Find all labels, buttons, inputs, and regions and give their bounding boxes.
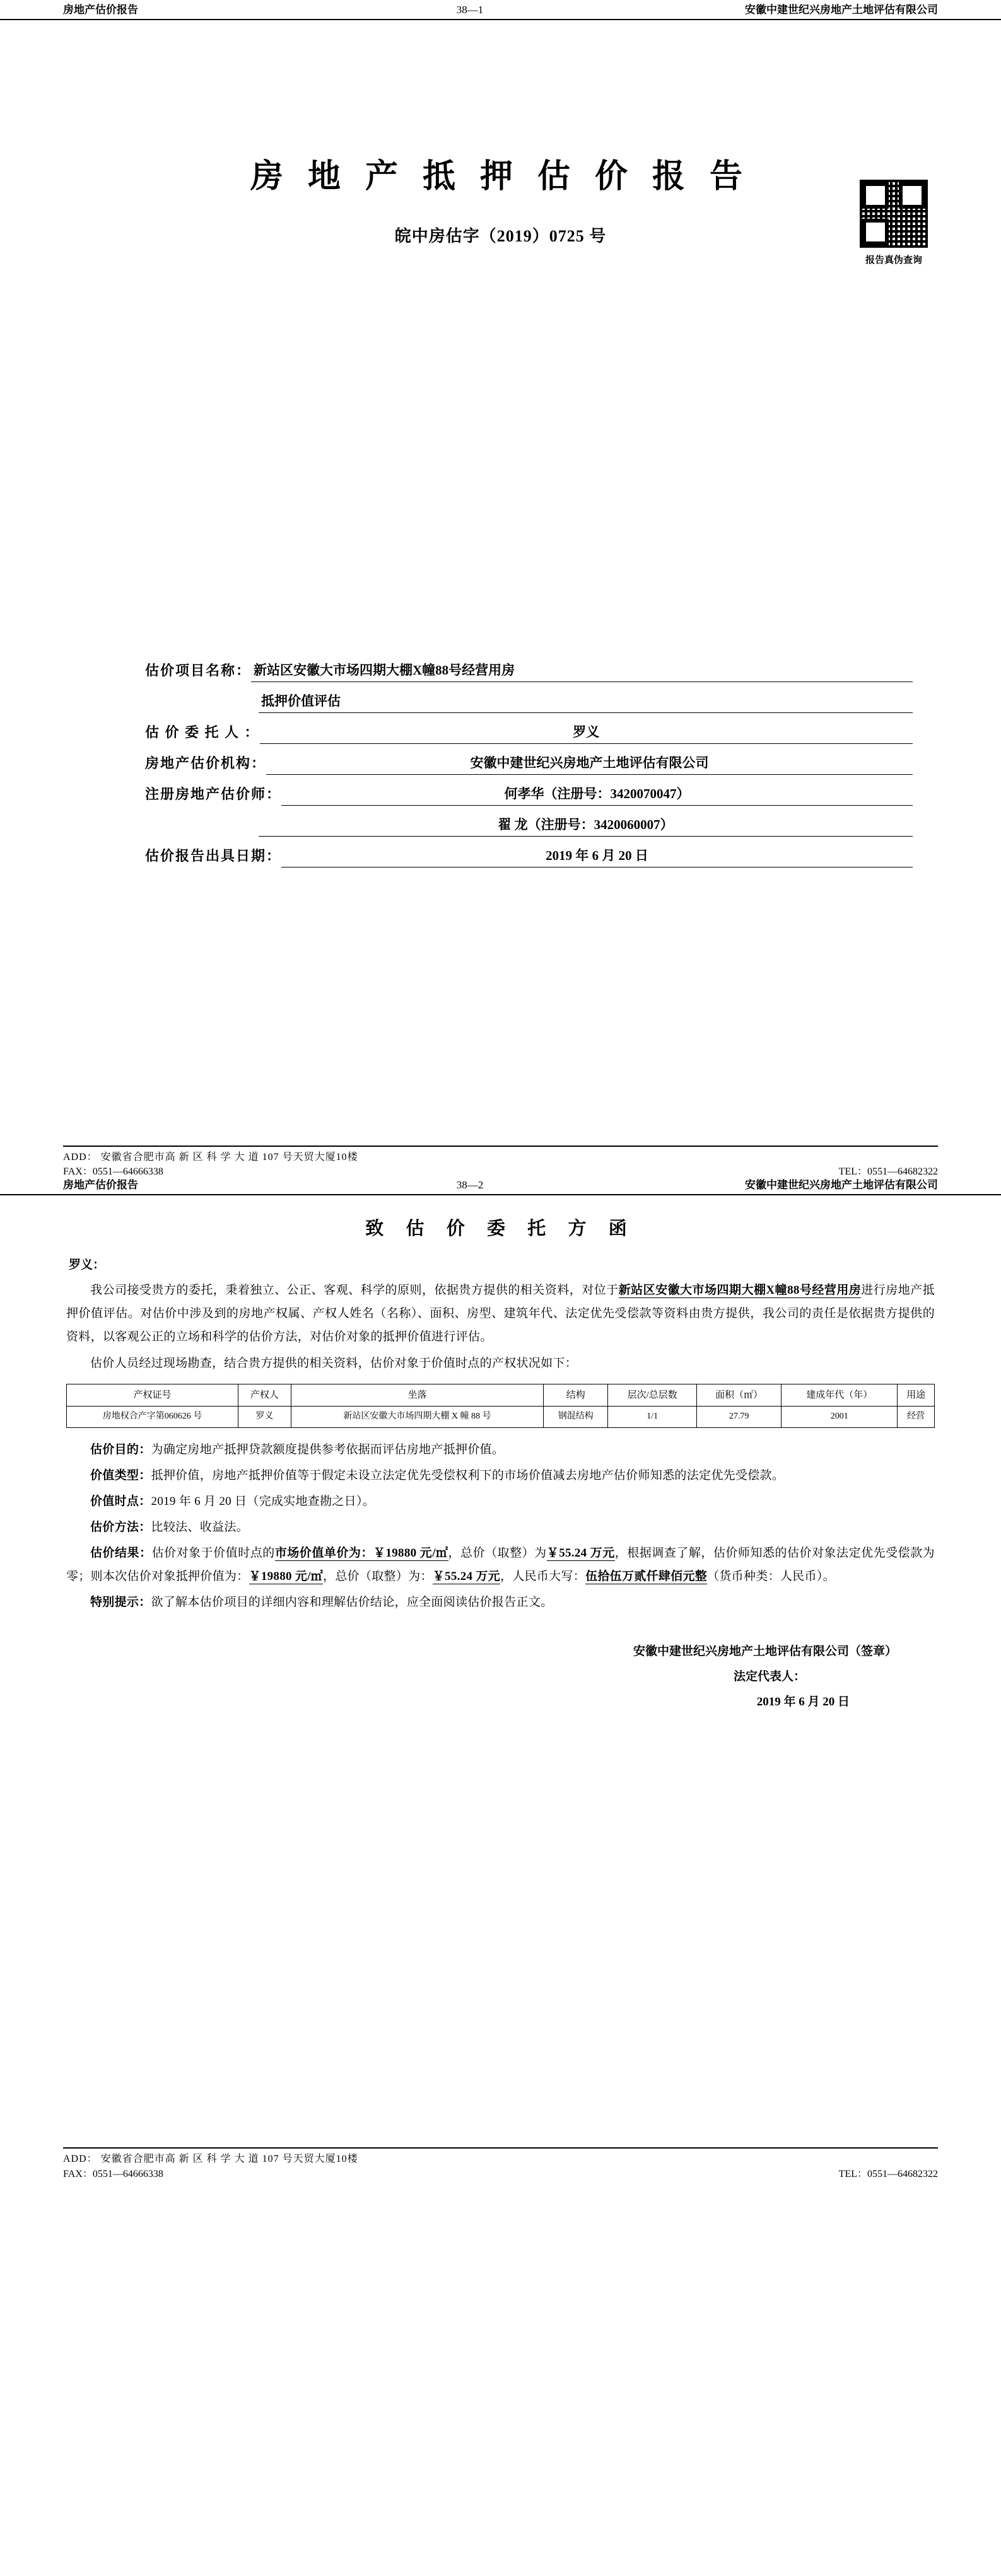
property-table: [66, 1384, 935, 1428]
qr-caption: 报告真伪查询: [865, 255, 922, 265]
item-label: 估价目的：: [90, 1442, 151, 1456]
signature-legal-representative: 法定代表人：: [733, 1669, 805, 1683]
paragraph-1-part-a: 我公司接受贵方的委托，秉着独立、公正、客观、科学的原则，依据贵方提供的相关资料，对位于: [90, 1284, 619, 1297]
cover-field-appraiser-2: [145, 815, 913, 837]
result-text-5: ，人民币大写：: [500, 1569, 586, 1583]
cover-field-value: 翟 龙（注册号：3420060007）: [259, 815, 913, 837]
item-label: 估价方法：: [90, 1520, 151, 1534]
page-title: 房 地 产 抵 押 估 价 报 告: [250, 159, 751, 195]
letter-item-notice: [66, 1591, 935, 1614]
signature-block: [66, 1639, 935, 1715]
footer-fax: FAX：0551—64666338: [63, 1166, 163, 1178]
running-header-page-number: 38—1: [456, 4, 484, 16]
cover-field-value: 新站区安徽大市场四期大棚X幢88号经营用房: [251, 660, 913, 682]
subject-property-highlight: 新站区安徽大市场四期大棚X幢88号经营用房: [618, 1284, 862, 1297]
table-header-cell: 层次/总层数: [608, 1384, 697, 1406]
document-number: 皖中房估字（2019）0725 号: [394, 227, 607, 245]
result-amount-in-words: 伍拾伍万贰仟肆佰元整: [585, 1569, 708, 1583]
item-label: 价值时点：: [90, 1494, 151, 1508]
item-text: 欲了解本估价项目的详细内容和理解估价结论，应全面阅读估价报告正文。: [151, 1595, 553, 1609]
cover-field-label: 注册房地产估价师：: [145, 786, 282, 802]
cover-field-project-name: [145, 660, 913, 682]
running-header-page-number: 38—2: [456, 1179, 484, 1192]
running-footer-page1: [0, 1146, 1001, 1179]
table-header-row: [67, 1384, 935, 1406]
running-header-left: 房地产估价报告: [63, 4, 138, 16]
table-header-cell: 坐落: [291, 1384, 543, 1406]
table-row: [67, 1406, 935, 1427]
running-header-right: 安徽中建世纪兴房地产土地评估有限公司: [744, 4, 938, 16]
table-header-cell: 结构: [544, 1384, 608, 1406]
cover-field-appraiser-1: [145, 784, 913, 806]
cover-field-value: 何孝华（注册号：3420070047）: [281, 784, 913, 806]
table-cell-location: 新站区安徽大市场四期大棚 X 幢 88 号: [291, 1406, 543, 1427]
running-header-left: 房地产估价报告: [63, 1179, 138, 1192]
cover-field-label: 房地产估价机构：: [145, 755, 267, 771]
table-cell-floor: 1/1: [608, 1406, 697, 1427]
letter-paragraph-1: [66, 1279, 935, 1349]
running-footer-page2: [0, 2147, 1001, 2181]
cover-field-value: 抵押价值评估: [259, 691, 913, 713]
qr-verification-block: [853, 180, 935, 266]
paragraph-1-part-b: 进行房地产抵押价值评估。对估价中涉及到的房地产权属、产权人姓名（名称）、面积、房型、建筑年代、法定优先受偿款等资料由贵方提供，我公司的责任是依据贵方提供的资料，以客观公正的立场和科学的估价方法，对估价对象的抵押价值进行评估。: [66, 1284, 935, 1344]
table-header-cell: 产权证号: [67, 1384, 238, 1406]
result-text-3: ，根据调查了解，估价师知悉的估价对象法定优先受偿款为零；则本次估价对象抵押价值为：: [66, 1546, 935, 1583]
signature-company: 安徽中建世纪兴房地产土地评估有限公司（签章）: [633, 1645, 897, 1659]
letter-item-result: [66, 1541, 935, 1588]
item-label: 特别提示：: [90, 1595, 151, 1609]
result-text-2: ，总价（取整）为: [448, 1546, 547, 1560]
cover-field-issue-date: [145, 845, 913, 867]
cover-field-label: 估 价 委 托 人 ：: [145, 724, 260, 740]
cover-field-label: 估价项目名称：: [145, 663, 252, 678]
footer-address: ADD： 安徽省合肥市高 新 区 科 学 大 道 107 号天贸大厦10楼: [63, 1146, 938, 1164]
item-label: 价值类型：: [90, 1468, 151, 1482]
result-text-6: （货币种类：人民币）。: [707, 1569, 835, 1583]
cover-field-client: [145, 722, 913, 744]
table-cell-structure: 钢混结构: [544, 1406, 608, 1427]
cover-field-list: [145, 660, 913, 876]
result-text-4: ，总价（取整）为：: [323, 1569, 433, 1583]
cover-section: [0, 149, 1001, 1146]
cover-field-value: 2019 年 6 月 20 日: [281, 845, 913, 867]
table-header-cell: 产权人: [238, 1384, 291, 1406]
cover-field-appraisal-agency: [145, 753, 913, 775]
cover-field-label: 估价报告出具日期：: [145, 848, 282, 864]
signature-date: 2019 年 6 月 20 日: [756, 1695, 850, 1709]
table-cell-owner: 罗义: [238, 1406, 291, 1427]
table-cell-year-built: 2001: [781, 1406, 898, 1427]
footer-address: ADD： 安徽省合肥市高 新 区 科 学 大 道 107 号天贸大厦10楼: [63, 2147, 938, 2166]
item-text: 抵押价值，房地产抵押价值等于假定未设立法定优先受偿权利下的市场价值减去房地产估价师知悉的法定优先受偿款。: [151, 1468, 785, 1482]
result-text-1: 估价对象于价值时点的: [151, 1546, 275, 1560]
result-mortgage-total-price: ￥55.24 万元: [432, 1569, 500, 1583]
cover-field-value: 罗义: [260, 722, 913, 744]
item-text: 为确定房地产抵押贷款额度提供参考依据而评估房地产抵押价值。: [151, 1442, 505, 1456]
table-cell-use: 经营: [898, 1406, 935, 1427]
letter-title: 致 估 价 委 托 方 函: [365, 1219, 636, 1239]
table-cell-area: 27.79: [697, 1406, 781, 1427]
footer-tel: TEL：0551—64682322: [838, 1166, 938, 1178]
item-text: 2019 年 6 月 20 日（完成实地查勘之日）。: [151, 1494, 375, 1508]
table-header-cell: 用途: [898, 1384, 935, 1406]
running-header-right: 安徽中建世纪兴房地产土地评估有限公司: [744, 1179, 938, 1192]
table-header-cell: 面积（㎡）: [697, 1384, 781, 1406]
table-header-cell: 建成年代（年）: [781, 1384, 898, 1406]
letter-section: [0, 1214, 1001, 2147]
cover-field-value: 安徽中建世纪兴房地产土地评估有限公司: [266, 753, 913, 775]
letter-item-method: [66, 1516, 935, 1539]
letter-paragraph-2: 估价人员经过现场勘查，结合贵方提供的相关资料，估价对象于价值时点的产权状况如下：: [90, 1356, 578, 1370]
qr-code-icon[interactable]: [860, 180, 928, 248]
letter-item-valuation-date: [66, 1490, 935, 1513]
running-header-page2: [0, 1175, 1001, 1195]
letter-item-value-type: [66, 1464, 935, 1487]
running-header-page1: [0, 0, 1001, 20]
table-cell-certificate-number: 房地权合产字第060626 号: [67, 1406, 238, 1427]
result-mortgage-unit-price: ￥19880 元/㎡: [249, 1569, 324, 1583]
footer-fax: FAX：0551—64666338: [63, 2168, 163, 2179]
letter-addressee: 罗义：: [69, 1258, 105, 1272]
result-total-price: ￥55.24 万元: [546, 1546, 615, 1560]
item-label: 估价结果：: [90, 1546, 152, 1560]
letter-item-purpose: [66, 1438, 935, 1461]
item-text: 比较法、收益法。: [151, 1520, 249, 1534]
cover-field-project-name-continued: [145, 691, 913, 713]
footer-tel: TEL：0551—64682322: [838, 2168, 938, 2179]
result-unit-price: 市场价值单价为：￥19880 元/㎡: [274, 1546, 448, 1560]
